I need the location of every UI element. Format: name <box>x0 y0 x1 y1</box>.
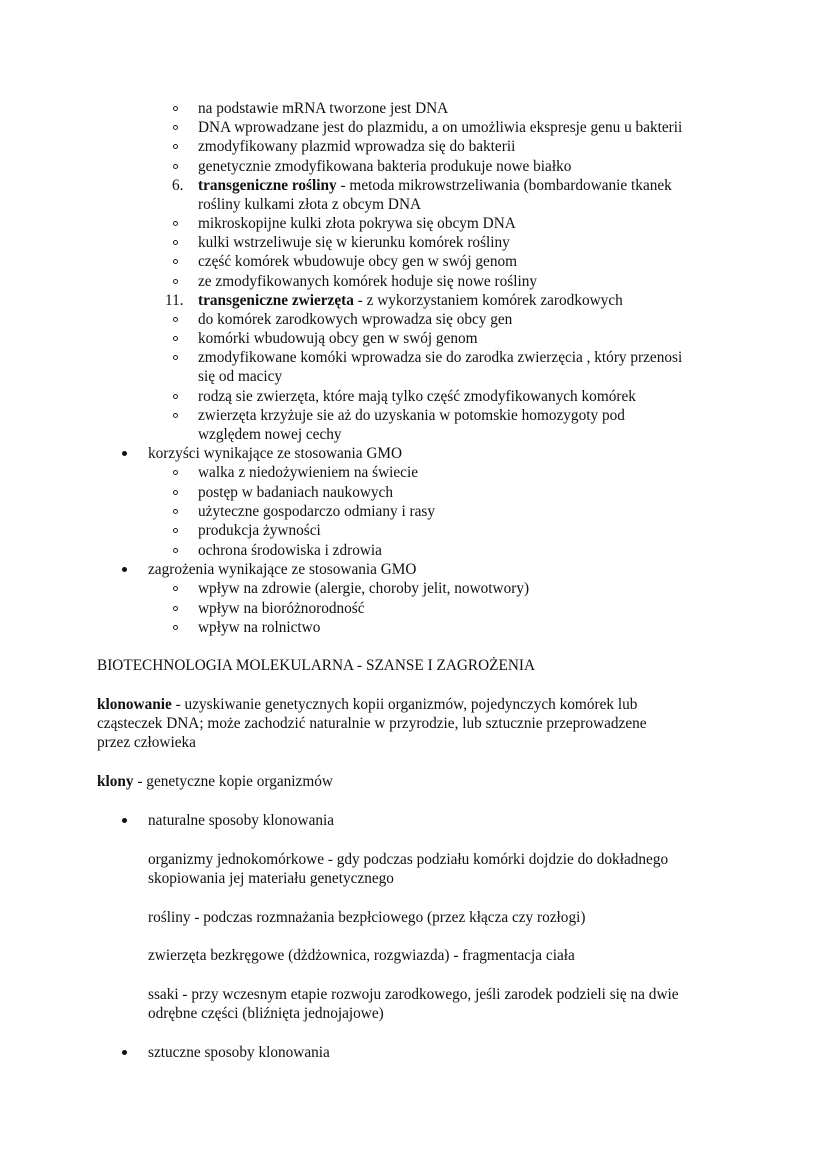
sub-bullet <box>173 490 178 495</box>
sub-bullet <box>173 125 178 130</box>
list-item: zmodyfikowane komóki wprowadza sie do zarodka zwierzęcia , który przenosi <box>198 349 683 366</box>
paragraph: ssaki - przy wczesnym etapie rozwoju zarodkowego, jeśli zarodek podzieli się na dwie <box>148 986 679 1003</box>
sub-bullet <box>173 625 178 630</box>
definition-text: - uzyskiwanie genetycznych kopii organizmów, pojedynczych komórek lub <box>171 696 638 713</box>
item-continuation: się od macicy <box>198 368 283 385</box>
list-item: postęp w badaniach naukowych <box>198 484 393 501</box>
definition-klonowanie <box>97 695 637 714</box>
sub-bullet <box>173 509 178 514</box>
bullet <box>122 567 127 572</box>
bullet <box>122 1050 127 1055</box>
item-continuation: rośliny kulkami złota z obcym DNA <box>198 196 422 213</box>
sub-bullet <box>173 144 178 149</box>
list-item: wpływ na rolnictwo <box>198 619 321 636</box>
sub-bullet <box>173 164 178 169</box>
paragraph: rośliny - podczas rozmnażania bezpłciowego (przez kłącza czy rozłogi) <box>148 909 586 926</box>
list-item: wpływ na bioróżnorodność <box>198 600 365 617</box>
list-item: wpływ na zdrowie (alergie, choroby jelit, nowotwory) <box>198 580 530 597</box>
sub-bullet <box>173 470 178 475</box>
list-heading: zagrożenia wynikające ze stosowania GMO <box>148 561 417 578</box>
definition-line: cząsteczek DNA; może zachodzić naturalnie w przyrodzie, lub sztucznie przeprowadzene <box>97 715 647 732</box>
sub-bullet <box>173 586 178 591</box>
bold-term: klonowanie <box>97 696 172 713</box>
list-item: do komórek zarodkowych wprowadza się obcy gen <box>198 311 513 328</box>
list-item: zwierzęta krzyżuje sie aż do uzyskania w potomskie homozygoty pod <box>198 407 625 424</box>
sub-bullet <box>173 336 178 341</box>
list-item: mikroskopijne kulki złota pokrywa się obcym DNA <box>198 215 516 232</box>
sub-bullet <box>173 240 178 245</box>
sub-bullet <box>173 279 178 284</box>
paragraph: organizmy jednokomórkowe - gdy podczas podziału komórki dojdzie do dokładnego <box>148 851 669 868</box>
sub-bullet <box>173 355 178 360</box>
definition-text: - genetyczne kopie organizmów <box>133 773 333 790</box>
paragraph-line: skopiowania jej materiału genetycznego <box>148 870 394 887</box>
sub-bullet <box>173 221 178 226</box>
list-item: użyteczne gospodarczo odmiany i rasy <box>198 503 436 520</box>
definition-line: przez człowieka <box>97 734 196 751</box>
list-item: na podstawie mRNA tworzone jest DNA <box>198 100 449 117</box>
sub-bullet <box>173 259 178 264</box>
bold-term: transgeniczne zwierzęta <box>198 292 354 309</box>
bold-term: klony <box>97 773 134 790</box>
list-item: kulki wstrzeliwuje się w kierunku komórek rośliny <box>198 234 510 251</box>
sub-bullet <box>173 413 178 418</box>
definition-klony <box>97 772 333 791</box>
bold-term: transgeniczne rośliny <box>198 177 337 194</box>
list-item: genetycznie zmodyfikowana bakteria produkuje nowe białko <box>198 158 572 175</box>
paragraph: zwierzęta bezkręgowe (dżdżownica, rozgwiazda) - fragmentacja ciała <box>148 947 575 964</box>
list-item: rodzą sie zwierzęta, które mają tylko część zmodyfikowanych komórek <box>198 388 636 405</box>
paragraph-line: odrębne części (bliźnięta jednojajowe) <box>148 1005 384 1022</box>
sub-bullet <box>173 548 178 553</box>
list-number: 11. <box>165 292 184 309</box>
item-continuation: względem nowej cechy <box>198 426 342 443</box>
numbered-item <box>198 291 623 310</box>
list-item: część komórek wbudowuje obcy gen w swój genom <box>198 253 518 270</box>
numbered-item <box>198 176 672 195</box>
bullet <box>122 451 127 456</box>
sub-bullet <box>173 606 178 611</box>
list-item: ochrona środowiska i zdrowia <box>198 542 382 559</box>
list-heading: naturalne sposoby klonowania <box>148 812 335 829</box>
sub-bullet <box>173 317 178 322</box>
list-item: zmodyfikowany plazmid wprowadza się do bakterii <box>198 138 516 155</box>
sub-bullet <box>173 394 178 399</box>
item-text: - z wykorzystaniem komórek zarodkowych <box>353 292 623 309</box>
sub-bullet <box>173 528 178 533</box>
section-heading: BIOTECHNOLOGIA MOLEKULARNA - SZANSE I ZAGROŻENIA <box>97 657 536 674</box>
list-heading: korzyści wynikające ze stosowania GMO <box>148 445 403 462</box>
list-item: komórki wbudowują obcy gen w swój genom <box>198 330 478 347</box>
item-text: - metoda mikrowstrzeliwania (bombardowanie tkanek <box>336 177 672 194</box>
list-number: 6. <box>172 177 184 194</box>
list-heading: sztuczne sposoby klonowania <box>148 1044 330 1061</box>
list-item: produkcja żywności <box>198 522 321 539</box>
sub-bullet <box>173 106 178 111</box>
list-item: ze zmodyfikowanych komórek hoduje się nowe rośliny <box>198 273 537 290</box>
list-item: walka z niedożywieniem na świecie <box>198 464 419 481</box>
bullet <box>122 818 127 823</box>
list-item: DNA wprowadzane jest do plazmidu, a on umożliwia ekspresje genu u bakterii <box>198 119 683 136</box>
